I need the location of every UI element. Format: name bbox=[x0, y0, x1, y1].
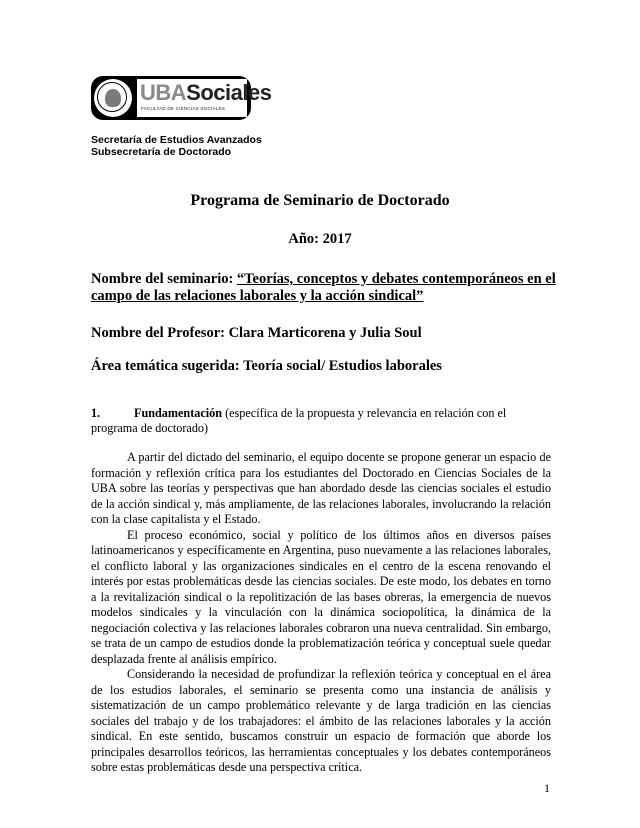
thematic-area: Área temática sugerida: Teoría social/ Estudios laborales bbox=[91, 358, 442, 374]
seminar-value: “Teorías, conceptos y debates contemporáneos en el campo de las relaciones laborales y la acción sindical” bbox=[91, 271, 556, 304]
professor-name: Nombre del Profesor: Clara Marticorena y Julia Soul bbox=[91, 325, 422, 341]
university-seal-icon bbox=[94, 79, 132, 117]
logo-sociales: Sociales bbox=[186, 80, 272, 105]
section-note: (específica de la propuesta y relevancia en relación con el programa de doctorado) bbox=[91, 406, 507, 435]
seminar-label: Nombre del seminario: bbox=[91, 271, 234, 287]
logo-uba: UBA bbox=[140, 80, 187, 105]
logo-name bbox=[140, 80, 271, 106]
secretaria-line: Secretaría de Estudios Avanzados bbox=[91, 134, 262, 146]
page-number: 1 bbox=[544, 781, 550, 795]
subsecretaria-line: Subsecretaría de Doctorado bbox=[91, 146, 232, 158]
paragraph: Considerando la necesidad de profundizar la reflexión teórica y conceptual en el área de los estudios laborales, el seminario se presenta como una instancia de análisis y sistematización de un campo problemático relevante y de larga tradición en las ciencias sociales del trabajo y de los trabajadores: el ámbito de las relaciones laborales y la acción sindical. En este sentido, buscamos construir un espacio de formación que aborde los principales desarrollos teóricos, las herramientas conceptuales y los debates contemporáneos sobre estas problemáticas desde una perspectiva crítica. bbox=[91, 667, 551, 774]
institution-header bbox=[91, 134, 262, 158]
paragraph: El proceso económico, social y político de los últimos años en diversos países latinoamericanos y específicamente en Argentina, puso nuevamente a las relaciones laborales, el conflicto laboral y las organizaciones sindicales en el centro de la escena renovando el interés por estas problemáticas desde las ciencias sociales. De este modo, los debates en torno a la revitalización sindical o la repolitización de las bases obreras, la emergencia de nuevos modelos sindicales y la vinculación con la dinámica sociopolítica, la dinámica de la negociación colectiva y las relaciones laborales cobraron una nueva centralidad. Sin embargo, se trata de un campo de estudios donde la problematización teórica y conceptual suele quedar desplazada frente al análisis empírico. bbox=[91, 527, 551, 666]
paragraph: A partir del dictado del seminario, el equipo docente se propone generar un espacio de formación y reflexión crítica para los estudiantes del Doctorado en Ciencias Sociales de la UBA sobre las teorías y perspectivas que han abordado desde las ciencias sociales el estudio de la acción sindical y, más ampliamente, de las relaciones laborales, involucrando la relación con la clase capitalista y el Estado. bbox=[91, 450, 551, 526]
section-title: Fundamentación bbox=[134, 406, 223, 420]
logo-subtitle: FACULTAD DE CIENCIAS SOCIALES bbox=[141, 106, 225, 111]
body-text bbox=[91, 450, 551, 776]
document-title: Programa de Seminario de Doctorado bbox=[190, 192, 450, 209]
seal-figure bbox=[105, 89, 121, 107]
section-number: 1. bbox=[91, 406, 101, 420]
section-heading bbox=[91, 406, 551, 436]
logo-wordmark bbox=[137, 79, 272, 117]
seminar-name bbox=[91, 271, 561, 305]
uba-sociales-logo bbox=[91, 76, 272, 120]
year-heading: Año: 2017 bbox=[288, 231, 352, 247]
